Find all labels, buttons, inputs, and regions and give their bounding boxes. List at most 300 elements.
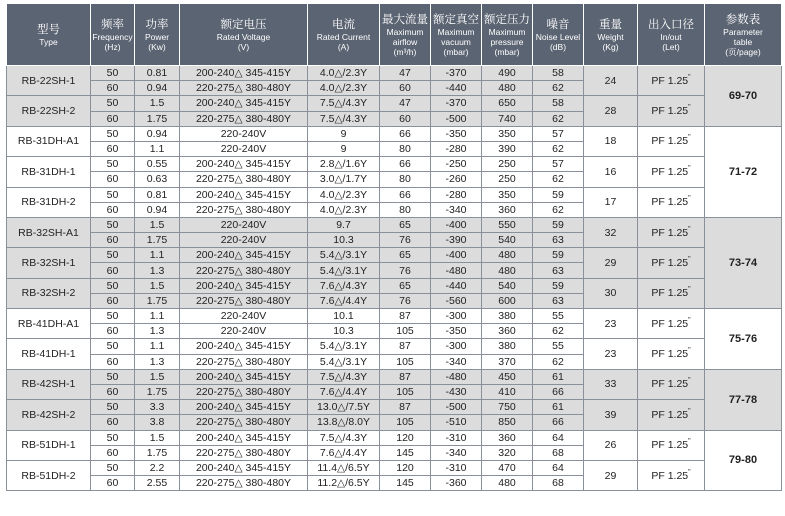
- inch-mark: ": [688, 438, 691, 446]
- inch-mark: ": [688, 225, 691, 233]
- parameter-page-range: 69-70: [705, 66, 782, 127]
- cell-max-airflow: 66: [380, 157, 431, 172]
- cell-power: 1.5: [135, 96, 180, 111]
- cell-frequency: 50: [91, 278, 135, 293]
- cell-max-airflow: 76: [380, 263, 431, 278]
- cell-max-airflow: 105: [380, 354, 431, 369]
- table-row: [7, 430, 782, 445]
- cell-frequency: 50: [91, 400, 135, 415]
- header-label-en: (V): [237, 41, 250, 52]
- cell-power: 0.81: [135, 187, 180, 202]
- cell-max-vacuum: -510: [431, 415, 482, 430]
- inlet-outlet-size: [638, 309, 705, 339]
- cell-noise-level: 62: [533, 172, 584, 187]
- cell-frequency: 50: [91, 309, 135, 324]
- header-label-en: (Let): [662, 41, 680, 52]
- cell-noise-level: 58: [533, 66, 584, 81]
- header-label-en: pressure: [490, 36, 524, 47]
- header-label-en: (dB): [549, 41, 567, 52]
- cell-rated-current: 10.1: [308, 309, 380, 324]
- weight-value: 23: [584, 309, 638, 339]
- cell-frequency: 60: [91, 415, 135, 430]
- header-frequency: [91, 4, 135, 66]
- cell-noise-level: 68: [533, 445, 584, 460]
- cell-rated-current: 5.4△/3.1Y: [308, 339, 380, 354]
- header-max-airflow: [380, 4, 431, 66]
- cell-rated-voltage: 200-240△ 345-415Y: [180, 369, 308, 384]
- inlet-outlet-label: PF 1.25: [651, 74, 689, 87]
- cell-noise-level: 66: [533, 415, 584, 430]
- cell-max-vacuum: -480: [431, 369, 482, 384]
- cell-max-pressure: 480: [482, 81, 533, 96]
- header-label-en: Power: [144, 31, 170, 42]
- cell-rated-current: 7.5△/4.3Y: [308, 96, 380, 111]
- header-label-en: Type: [39, 36, 58, 47]
- cell-frequency: 60: [91, 324, 135, 339]
- cell-max-airflow: 87: [380, 339, 431, 354]
- cell-max-pressure: 360: [482, 324, 533, 339]
- header-label-en: Rated Current: [316, 31, 371, 42]
- inlet-outlet-size: [638, 66, 705, 96]
- cell-max-pressure: 410: [482, 384, 533, 399]
- weight-value: 30: [584, 278, 638, 308]
- cell-max-airflow: 47: [380, 66, 431, 81]
- cell-max-pressure: 250: [482, 172, 533, 187]
- cell-max-vacuum: -300: [431, 339, 482, 354]
- cell-rated-voltage: 220-275△ 380-480Y: [180, 384, 308, 399]
- header-noise-level: [533, 4, 584, 66]
- cell-power: 1.3: [135, 263, 180, 278]
- header-label-en: (Hz): [104, 41, 121, 52]
- cell-rated-current: 7.5△/4.3Y: [308, 430, 380, 445]
- table-row: [7, 217, 782, 232]
- cell-noise-level: 57: [533, 126, 584, 141]
- cell-noise-level: 55: [533, 309, 584, 324]
- cell-noise-level: 59: [533, 278, 584, 293]
- cell-max-vacuum: -280: [431, 187, 482, 202]
- cell-max-vacuum: -280: [431, 141, 482, 156]
- model-name: RB-42SH-2: [7, 400, 91, 430]
- cell-max-vacuum: -310: [431, 430, 482, 445]
- cell-rated-voltage: 220-275△ 380-480Y: [180, 81, 308, 96]
- cell-max-vacuum: -370: [431, 96, 482, 111]
- cell-frequency: 60: [91, 384, 135, 399]
- cell-noise-level: 58: [533, 96, 584, 111]
- cell-max-airflow: 47: [380, 96, 431, 111]
- cell-max-pressure: 600: [482, 293, 533, 308]
- cell-max-vacuum: -400: [431, 248, 482, 263]
- inch-mark: ": [688, 468, 691, 476]
- cell-max-vacuum: -350: [431, 126, 482, 141]
- cell-max-vacuum: -310: [431, 460, 482, 475]
- table-row: [7, 126, 782, 141]
- header-label-en: (mbar): [443, 46, 469, 57]
- inlet-outlet-size: [638, 400, 705, 430]
- table-row: [7, 339, 782, 354]
- cell-power: 2.2: [135, 460, 180, 475]
- cell-rated-voltage: 220-275△ 380-480Y: [180, 293, 308, 308]
- cell-max-pressure: 750: [482, 400, 533, 415]
- model-name: RB-31DH-A1: [7, 126, 91, 156]
- cell-max-pressure: 380: [482, 339, 533, 354]
- cell-frequency: 50: [91, 217, 135, 232]
- table-row: [7, 369, 782, 384]
- header-rated-current: [308, 4, 380, 66]
- cell-rated-current: 4.0△/2.3Y: [308, 81, 380, 96]
- parameter-page-range: 71-72: [705, 126, 782, 217]
- inch-mark: ": [688, 316, 691, 324]
- inlet-outlet-label: PF 1.25: [651, 105, 689, 118]
- cell-rated-current: 4.0△/2.3Y: [308, 66, 380, 81]
- cell-rated-voltage: 220-275△ 380-480Y: [180, 415, 308, 430]
- cell-frequency: 60: [91, 141, 135, 156]
- header-label-en: Noise Level: [535, 31, 581, 42]
- header-label-en: Weight: [597, 31, 624, 42]
- cell-power: 0.94: [135, 81, 180, 96]
- cell-rated-current: 7.5△/4.3Y: [308, 111, 380, 126]
- cell-rated-current: 5.4△/3.1Y: [308, 263, 380, 278]
- cell-rated-current: 5.4△/3.1Y: [308, 354, 380, 369]
- cell-max-airflow: 80: [380, 172, 431, 187]
- cell-max-vacuum: -500: [431, 111, 482, 126]
- spec-table-container: [6, 3, 781, 491]
- cell-power: 1.5: [135, 278, 180, 293]
- cell-rated-voltage: 220-240V: [180, 309, 308, 324]
- header-rated-voltage: [180, 4, 308, 66]
- cell-rated-voltage: 200-240△ 345-415Y: [180, 430, 308, 445]
- cell-max-pressure: 480: [482, 263, 533, 278]
- cell-power: 1.75: [135, 233, 180, 248]
- table-row: [7, 96, 782, 111]
- cell-power: 0.55: [135, 157, 180, 172]
- header-label-cn: 重量: [599, 18, 622, 31]
- cell-rated-current: 9: [308, 126, 380, 141]
- weight-value: 39: [584, 400, 638, 430]
- cell-max-airflow: 60: [380, 81, 431, 96]
- cell-rated-voltage: 220-240V: [180, 217, 308, 232]
- cell-frequency: 50: [91, 339, 135, 354]
- cell-rated-voltage: 220-275△ 380-480Y: [180, 202, 308, 217]
- weight-value: 24: [584, 66, 638, 96]
- cell-max-vacuum: -300: [431, 309, 482, 324]
- inlet-outlet-label: PF 1.25: [651, 408, 689, 421]
- inlet-outlet-size: [638, 278, 705, 308]
- inlet-outlet-size: [638, 369, 705, 399]
- cell-max-pressure: 250: [482, 157, 533, 172]
- table-body: [7, 66, 782, 491]
- cell-power: 1.1: [135, 141, 180, 156]
- header-max-pressure: [482, 4, 533, 66]
- cell-max-vacuum: -340: [431, 202, 482, 217]
- cell-frequency: 50: [91, 157, 135, 172]
- cell-frequency: 60: [91, 172, 135, 187]
- weight-value: 33: [584, 369, 638, 399]
- cell-power: 1.1: [135, 339, 180, 354]
- cell-power: 3.3: [135, 400, 180, 415]
- cell-noise-level: 62: [533, 141, 584, 156]
- header-label-cn: 参数表: [725, 13, 761, 26]
- cell-power: 0.63: [135, 172, 180, 187]
- inlet-outlet-label: PF 1.25: [651, 317, 689, 330]
- cell-noise-level: 62: [533, 354, 584, 369]
- cell-max-pressure: 540: [482, 233, 533, 248]
- cell-max-vacuum: -400: [431, 217, 482, 232]
- model-name: RB-42SH-1: [7, 369, 91, 399]
- weight-value: 17: [584, 187, 638, 217]
- cell-max-airflow: 145: [380, 445, 431, 460]
- header-weight: [584, 4, 638, 66]
- cell-power: 1.3: [135, 324, 180, 339]
- cell-rated-voltage: 200-240△ 345-415Y: [180, 460, 308, 475]
- cell-max-pressure: 480: [482, 248, 533, 263]
- header-label-en: Maximum: [386, 26, 424, 37]
- inlet-outlet-label: PF 1.25: [651, 378, 689, 391]
- cell-rated-current: 11.4△/6.5Y: [308, 460, 380, 475]
- cell-max-airflow: 66: [380, 187, 431, 202]
- cell-rated-current: 7.6△/4.4Y: [308, 293, 380, 308]
- inch-mark: ": [688, 164, 691, 172]
- table-row: [7, 309, 782, 324]
- inlet-outlet-label: PF 1.25: [651, 469, 689, 482]
- cell-max-airflow: 76: [380, 293, 431, 308]
- model-name: RB-22SH-2: [7, 96, 91, 126]
- cell-max-pressure: 550: [482, 217, 533, 232]
- cell-frequency: 60: [91, 202, 135, 217]
- cell-max-airflow: 105: [380, 415, 431, 430]
- cell-frequency: 60: [91, 354, 135, 369]
- cell-max-vacuum: -440: [431, 278, 482, 293]
- cell-rated-voltage: 220-240V: [180, 324, 308, 339]
- inch-mark: ": [688, 407, 691, 415]
- header-label-cn: 出入口径: [648, 18, 694, 31]
- cell-rated-voltage: 220-275△ 380-480Y: [180, 263, 308, 278]
- cell-max-vacuum: -480: [431, 263, 482, 278]
- spec-table: [6, 3, 782, 491]
- cell-frequency: 60: [91, 445, 135, 460]
- cell-noise-level: 59: [533, 187, 584, 202]
- cell-rated-voltage: 220-275△ 380-480Y: [180, 172, 308, 187]
- cell-max-airflow: 87: [380, 400, 431, 415]
- model-name: RB-41DH-A1: [7, 309, 91, 339]
- inlet-outlet-label: PF 1.25: [651, 196, 689, 209]
- cell-max-pressure: 470: [482, 460, 533, 475]
- header-label-en: (mbar): [494, 46, 520, 57]
- cell-rated-voltage: 220-240V: [180, 233, 308, 248]
- header-label-cn: 额定电压: [220, 18, 267, 31]
- table-row: [7, 278, 782, 293]
- cell-rated-current: 13.0△/7.5Y: [308, 400, 380, 415]
- header-max-vacuum: [431, 4, 482, 66]
- cell-max-pressure: 540: [482, 278, 533, 293]
- inch-mark: ": [688, 73, 691, 81]
- parameter-page-range: 79-80: [705, 430, 782, 491]
- cell-rated-current: 5.4△/3.1Y: [308, 248, 380, 263]
- inlet-outlet-size: [638, 430, 705, 460]
- model-name: RB-31DH-1: [7, 157, 91, 187]
- inlet-outlet-size: [638, 187, 705, 217]
- inch-mark: ": [688, 347, 691, 355]
- cell-power: 1.5: [135, 217, 180, 232]
- cell-max-vacuum: -260: [431, 172, 482, 187]
- header-label-en: airflow: [392, 36, 418, 47]
- cell-power: 1.5: [135, 369, 180, 384]
- cell-power: 1.75: [135, 293, 180, 308]
- cell-rated-current: 2.8△/1.6Y: [308, 157, 380, 172]
- cell-power: 1.1: [135, 309, 180, 324]
- header-label-en: (A): [337, 41, 350, 52]
- cell-max-airflow: 76: [380, 233, 431, 248]
- inlet-outlet-label: PF 1.25: [651, 226, 689, 239]
- header-label-en: Parameter: [723, 26, 763, 37]
- cell-max-vacuum: -430: [431, 384, 482, 399]
- cell-rated-voltage: 220-275△ 380-480Y: [180, 111, 308, 126]
- cell-frequency: 50: [91, 248, 135, 263]
- cell-noise-level: 59: [533, 248, 584, 263]
- inlet-outlet-label: PF 1.25: [651, 439, 689, 452]
- cell-power: 1.1: [135, 248, 180, 263]
- cell-noise-level: 61: [533, 369, 584, 384]
- inlet-outlet-label: PF 1.25: [651, 287, 689, 300]
- inch-mark: ": [688, 134, 691, 142]
- cell-rated-voltage: 220-240V: [180, 141, 308, 156]
- header-label-en: table: [733, 36, 753, 47]
- cell-max-pressure: 320: [482, 445, 533, 460]
- cell-rated-current: 7.5△/4.3Y: [308, 369, 380, 384]
- cell-rated-current: 9: [308, 141, 380, 156]
- cell-max-airflow: 105: [380, 324, 431, 339]
- model-name: RB-31DH-2: [7, 187, 91, 217]
- parameter-page-range: 73-74: [705, 217, 782, 308]
- cell-power: 1.5: [135, 430, 180, 445]
- cell-noise-level: 59: [533, 217, 584, 232]
- cell-max-pressure: 450: [482, 369, 533, 384]
- cell-power: 1.3: [135, 354, 180, 369]
- parameter-page-range: 75-76: [705, 309, 782, 370]
- table-row: [7, 460, 782, 475]
- weight-value: 16: [584, 157, 638, 187]
- cell-max-vacuum: -500: [431, 400, 482, 415]
- cell-frequency: 50: [91, 187, 135, 202]
- cell-rated-current: 11.2△/6.5Y: [308, 476, 380, 491]
- cell-power: 1.75: [135, 111, 180, 126]
- model-name: RB-32SH-2: [7, 278, 91, 308]
- header-power: [135, 4, 180, 66]
- model-name: RB-22SH-1: [7, 66, 91, 96]
- cell-frequency: 50: [91, 369, 135, 384]
- inlet-outlet-label: PF 1.25: [651, 165, 689, 178]
- cell-max-pressure: 360: [482, 202, 533, 217]
- cell-power: 0.81: [135, 66, 180, 81]
- cell-rated-current: 3.0△/1.7Y: [308, 172, 380, 187]
- cell-max-vacuum: -560: [431, 293, 482, 308]
- cell-max-airflow: 80: [380, 141, 431, 156]
- cell-max-airflow: 87: [380, 309, 431, 324]
- cell-max-pressure: 740: [482, 111, 533, 126]
- cell-max-airflow: 65: [380, 248, 431, 263]
- cell-max-airflow: 105: [380, 384, 431, 399]
- cell-rated-voltage: 200-240△ 345-415Y: [180, 187, 308, 202]
- cell-rated-current: 10.3: [308, 233, 380, 248]
- cell-power: 1.75: [135, 384, 180, 399]
- cell-max-pressure: 350: [482, 187, 533, 202]
- header-label-cn: 频率: [101, 18, 124, 31]
- cell-max-pressure: 370: [482, 354, 533, 369]
- model-name: RB-51DH-2: [7, 460, 91, 490]
- header-label-en: (Kg): [602, 41, 619, 52]
- header-label-en: In/out: [660, 31, 682, 42]
- cell-max-airflow: 65: [380, 217, 431, 232]
- model-name: RB-51DH-1: [7, 430, 91, 460]
- cell-frequency: 50: [91, 460, 135, 475]
- inlet-outlet-size: [638, 248, 705, 278]
- cell-power: 3.8: [135, 415, 180, 430]
- cell-max-vacuum: -340: [431, 354, 482, 369]
- cell-max-vacuum: -350: [431, 324, 482, 339]
- cell-rated-voltage: 200-240△ 345-415Y: [180, 278, 308, 293]
- cell-noise-level: 55: [533, 339, 584, 354]
- cell-rated-voltage: 200-240△ 345-415Y: [180, 157, 308, 172]
- cell-frequency: 50: [91, 66, 135, 81]
- cell-max-pressure: 390: [482, 141, 533, 156]
- cell-frequency: 60: [91, 233, 135, 248]
- cell-frequency: 50: [91, 126, 135, 141]
- cell-max-pressure: 480: [482, 476, 533, 491]
- weight-value: 26: [584, 430, 638, 460]
- cell-max-pressure: 360: [482, 430, 533, 445]
- model-name: RB-32SH-1: [7, 248, 91, 278]
- cell-max-airflow: 80: [380, 202, 431, 217]
- inlet-outlet-size: [638, 96, 705, 126]
- cell-noise-level: 68: [533, 476, 584, 491]
- inlet-outlet-size: [638, 460, 705, 490]
- weight-value: 23: [584, 339, 638, 369]
- header-label-cn: 最大流量: [382, 13, 428, 26]
- table-row: [7, 66, 782, 81]
- cell-frequency: 60: [91, 263, 135, 278]
- header-type: [7, 4, 91, 66]
- cell-max-airflow: 120: [380, 460, 431, 475]
- cell-power: 1.75: [135, 445, 180, 460]
- cell-max-pressure: 650: [482, 96, 533, 111]
- cell-rated-voltage: 220-240V: [180, 126, 308, 141]
- weight-value: 29: [584, 248, 638, 278]
- weight-value: 32: [584, 217, 638, 247]
- table-row: [7, 157, 782, 172]
- cell-rated-current: 7.6△/4.4Y: [308, 445, 380, 460]
- cell-max-pressure: 490: [482, 66, 533, 81]
- cell-power: 0.94: [135, 202, 180, 217]
- table-row: [7, 187, 782, 202]
- header-label-en: Maximum: [437, 26, 475, 37]
- parameter-page-range: 77-78: [705, 369, 782, 430]
- header-label-en: Maximum: [488, 26, 526, 37]
- weight-value: 28: [584, 96, 638, 126]
- cell-max-pressure: 850: [482, 415, 533, 430]
- cell-rated-voltage: 200-240△ 345-415Y: [180, 339, 308, 354]
- cell-noise-level: 62: [533, 81, 584, 96]
- cell-noise-level: 61: [533, 400, 584, 415]
- cell-power: 2.55: [135, 476, 180, 491]
- cell-max-vacuum: -250: [431, 157, 482, 172]
- cell-rated-voltage: 200-240△ 345-415Y: [180, 400, 308, 415]
- cell-frequency: 60: [91, 81, 135, 96]
- inlet-outlet-size: [638, 157, 705, 187]
- cell-rated-current: 10.3: [308, 324, 380, 339]
- cell-rated-voltage: 200-240△ 345-415Y: [180, 248, 308, 263]
- inch-mark: ": [688, 195, 691, 203]
- header-label-cn: 额定真空: [433, 13, 479, 26]
- table-header: [7, 4, 782, 66]
